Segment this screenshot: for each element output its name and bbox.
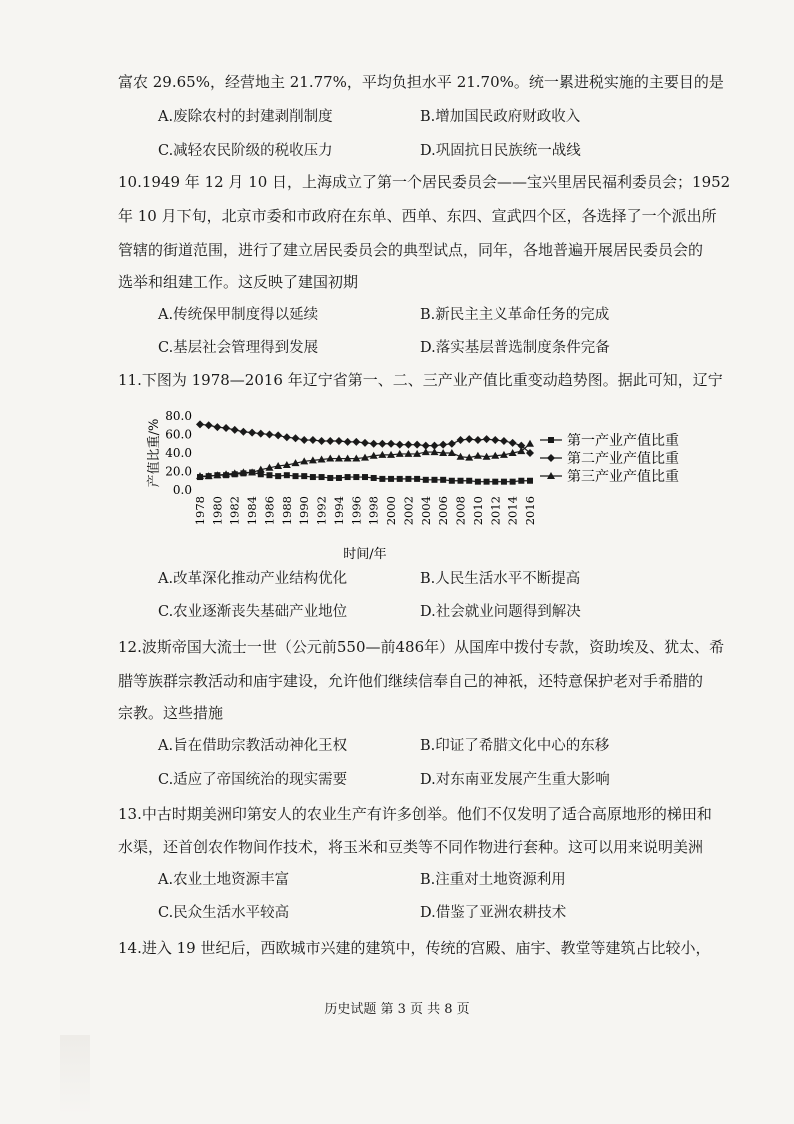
series-1-point	[336, 475, 342, 481]
chart-ytick-label: 40.0	[165, 446, 192, 460]
series-1-point	[293, 473, 299, 479]
series-3-point	[457, 453, 465, 460]
series-2-point	[465, 435, 473, 443]
series-1-point	[510, 479, 516, 485]
series-1-point	[301, 473, 307, 479]
q13-option-c[interactable]: C.民众生活水平较高	[158, 905, 290, 921]
chart-xtick-label: 1984	[245, 496, 260, 526]
q13-stem-line2: 水渠，还首创农作物间作技术，将玉米和豆类等不同作物进行套种。这可以用来说明美洲	[118, 838, 704, 856]
legend-label-1: 第一产业产值比重	[567, 433, 679, 449]
series-2-point	[352, 438, 360, 446]
series-2-point	[474, 436, 482, 444]
chart-xtick-label: 2014	[505, 496, 520, 526]
q13-option-d[interactable]: D.借鉴了亚洲农耕技术	[420, 905, 567, 921]
q9-option-c[interactable]: C.减轻农民阶级的税收压力	[158, 143, 333, 159]
q12-stem-line2: 腊等族群宗教活动和庙宇建设，允许他们继续信奉自己的神祇，还特意保护老对手希腊的	[118, 672, 704, 690]
chart-xtick-label: 1988	[279, 496, 294, 526]
series-2-point	[344, 438, 352, 446]
q12-stem-line3: 宗教。这些措施	[118, 704, 224, 722]
series-1-point	[353, 474, 359, 480]
industry-share-chart	[147, 404, 690, 564]
series-3-point	[526, 440, 534, 447]
q13-option-b[interactable]: B.注重对土地资源利用	[420, 872, 566, 888]
series-1-point	[414, 476, 420, 482]
series-1-point	[501, 479, 507, 485]
series-1-point	[371, 475, 377, 481]
chart-ytick-label: 20.0	[165, 464, 192, 479]
series-1-point	[327, 475, 333, 481]
series-1-point	[362, 474, 368, 480]
legend-label-2: 第二产业产值比重	[567, 451, 679, 467]
series-2-point	[361, 439, 369, 447]
q9-option-b[interactable]: B.增加国民政府财政收入	[420, 109, 581, 125]
series-2-point	[205, 421, 213, 429]
q12-stem-line1: 12.波斯帝国大流士一世（公元前550—前486年）从国库中拨付专款，资助埃及、犹太、希	[118, 638, 725, 656]
chart-xtick-label: 1992	[314, 496, 329, 526]
series-2-point	[439, 441, 447, 449]
series-1-point	[466, 478, 472, 484]
chart-ylabel: 产值比重/%	[147, 418, 162, 488]
chart-xtick-label: 1982	[227, 496, 242, 526]
series-2-point	[326, 437, 334, 445]
series-1-point	[397, 476, 403, 482]
series-2-point	[500, 437, 508, 445]
q9-stem-tail: 富农 29.65%，经营地主 21.77%，平均负担水平 21.70%。统一累进税实施的主要目的是	[118, 73, 724, 91]
series-1-point	[284, 472, 290, 478]
series-1-point	[458, 478, 464, 484]
q13-option-a[interactable]: A.农业土地资源丰富	[158, 872, 290, 888]
series-2-point	[309, 436, 317, 444]
chart-xlabel: 时间/年	[343, 547, 387, 562]
chart-svg	[147, 404, 690, 564]
chart-xtick-label: 1978	[193, 496, 207, 526]
series-2-point	[413, 441, 421, 449]
series-1-point	[310, 474, 316, 480]
q12-option-d[interactable]: D.对东南亚发展产生重大影响	[420, 772, 610, 788]
q10-stem-line4: 选举和组建工作。这反映了建国初期	[118, 273, 359, 291]
series-1-point	[527, 478, 533, 484]
q11-stem-line1: 11.下图为 1978—2016 年辽宁省第一、二、三产业产值比重变动趋势图。据此可知，辽宁	[118, 371, 723, 389]
series-1-point	[423, 477, 429, 483]
q10-stem-line3: 管辖的街道范围，进行了建立居民委员会的典型试点，同年，各地普遍开展居民委员会的	[118, 241, 704, 259]
series-2-point	[396, 441, 404, 449]
chart-xtick-label: 1998	[366, 496, 381, 526]
legend-label-3: 第三产业产值比重	[567, 469, 679, 485]
series-1-point	[475, 479, 481, 485]
q10-option-c[interactable]: C.基层社会管理得到发展	[158, 340, 319, 356]
series-1-point	[484, 479, 490, 485]
q9-option-a[interactable]: A.废除农村的封建剥削制度	[158, 109, 333, 125]
series-2-point	[483, 435, 491, 443]
chart-xtick-label: 2010	[470, 496, 485, 526]
chart-xtick-label: 2000	[384, 496, 399, 526]
q10-option-a[interactable]: A.传统保甲制度得以延续	[158, 307, 319, 323]
series-2-point	[300, 436, 308, 444]
chart-xtick-label: 1996	[349, 496, 364, 526]
legend-marker-2	[547, 454, 555, 462]
chart-xtick-label: 1990	[297, 496, 312, 526]
q13-stem-line1: 13.中古时期美洲印第安人的农业生产有许多创举。他们不仅发明了适合高原地形的梯田和	[118, 805, 712, 823]
series-2-point	[491, 436, 499, 444]
chart-xtick-label: 2002	[401, 496, 416, 526]
series-1-point	[431, 477, 437, 483]
q9-option-d[interactable]: D.巩固抗日民族统一战线	[420, 143, 581, 159]
series-1-point	[345, 474, 351, 480]
series-2-point	[370, 440, 378, 448]
chart-xtick-label: 2016	[523, 496, 537, 526]
page-footer: 历史试题 第 3 页 共 8 页	[324, 1002, 470, 1017]
q10-stem-line1: 10.1949 年 12 月 10 日，上海成立了第一个居民委员会——宝兴里居民福利委员会；1952	[118, 173, 731, 191]
chart-ytick-label: 60.0	[165, 427, 192, 442]
series-1-point	[440, 477, 446, 483]
q10-option-d[interactable]: D.落实基层普选制度条件完备	[420, 340, 610, 356]
series-2-point	[196, 420, 204, 428]
q10-stem-line2: 年 10 月下旬，北京市委和市政府在东单、西单、东四、宣武四个区，各选择了一个派出所	[118, 207, 717, 225]
series-2-point	[248, 429, 256, 437]
series-2-point	[213, 423, 221, 431]
chart-xtick-label: 1986	[262, 496, 277, 526]
q11-option-a[interactable]: A.改革深化推动产业结构优化	[158, 571, 348, 587]
series-1-point	[266, 472, 272, 478]
series-2-point	[283, 433, 291, 441]
chart-xtick-label: 1994	[331, 496, 346, 526]
q11-option-d[interactable]: D.社会就业问题得到解决	[420, 604, 581, 620]
q12-option-a[interactable]: A.旨在借助宗教活动神化王权	[158, 738, 348, 754]
series-2-point	[274, 431, 282, 439]
q11-option-b[interactable]: B.人民生活水平不断提高	[420, 571, 581, 587]
series-1-point	[449, 478, 455, 484]
series-2-point	[265, 431, 273, 439]
series-2-point	[222, 424, 230, 432]
series-2-point	[257, 430, 265, 438]
q12-option-b[interactable]: B.印证了希腊文化中心的东移	[420, 738, 610, 754]
series-2-point	[509, 439, 517, 447]
series-2-point	[404, 441, 412, 449]
series-1-point	[405, 476, 411, 482]
series-1-point	[492, 479, 498, 485]
series-2-point	[378, 440, 386, 448]
scan-smudge	[60, 1035, 90, 1115]
series-1-point	[518, 478, 524, 484]
series-2-point	[335, 437, 343, 445]
chart-xtick-label: 1980	[210, 496, 225, 526]
chart-ytick-label: 0.0	[172, 483, 192, 497]
chart-xtick-label: 2012	[488, 496, 503, 526]
q10-option-b[interactable]: B.新民主主义革命任务的完成	[420, 307, 610, 323]
series-1-point	[379, 476, 385, 482]
chart-xtick-label: 2004	[418, 496, 433, 526]
series-1-point	[388, 476, 394, 482]
series-2-point	[231, 426, 239, 434]
series-1-point	[319, 474, 325, 480]
q11-option-c[interactable]: C.农业逐渐丧失基础产业地位	[158, 604, 348, 620]
series-1-point	[275, 473, 281, 479]
chart-ytick-label: 80.0	[165, 409, 192, 423]
chart-xtick-label: 2006	[436, 496, 451, 526]
chart-xtick-label: 2008	[453, 496, 468, 526]
series-2-point	[239, 428, 247, 436]
series-2-point	[387, 440, 395, 448]
series-2-point	[292, 434, 300, 442]
series-2-point	[318, 437, 326, 445]
series-2-point	[457, 436, 465, 444]
legend-marker-1	[548, 437, 554, 443]
series-2-point	[448, 440, 456, 448]
q12-option-c[interactable]: C.适应了帝国统治的现实需要	[158, 772, 348, 788]
q14-stem-line1: 14.进入 19 世纪后，西欧城市兴建的建筑中，传统的宫殿、庙宇、教堂等建筑占比较小，	[118, 939, 711, 957]
series-3-point	[474, 452, 482, 459]
